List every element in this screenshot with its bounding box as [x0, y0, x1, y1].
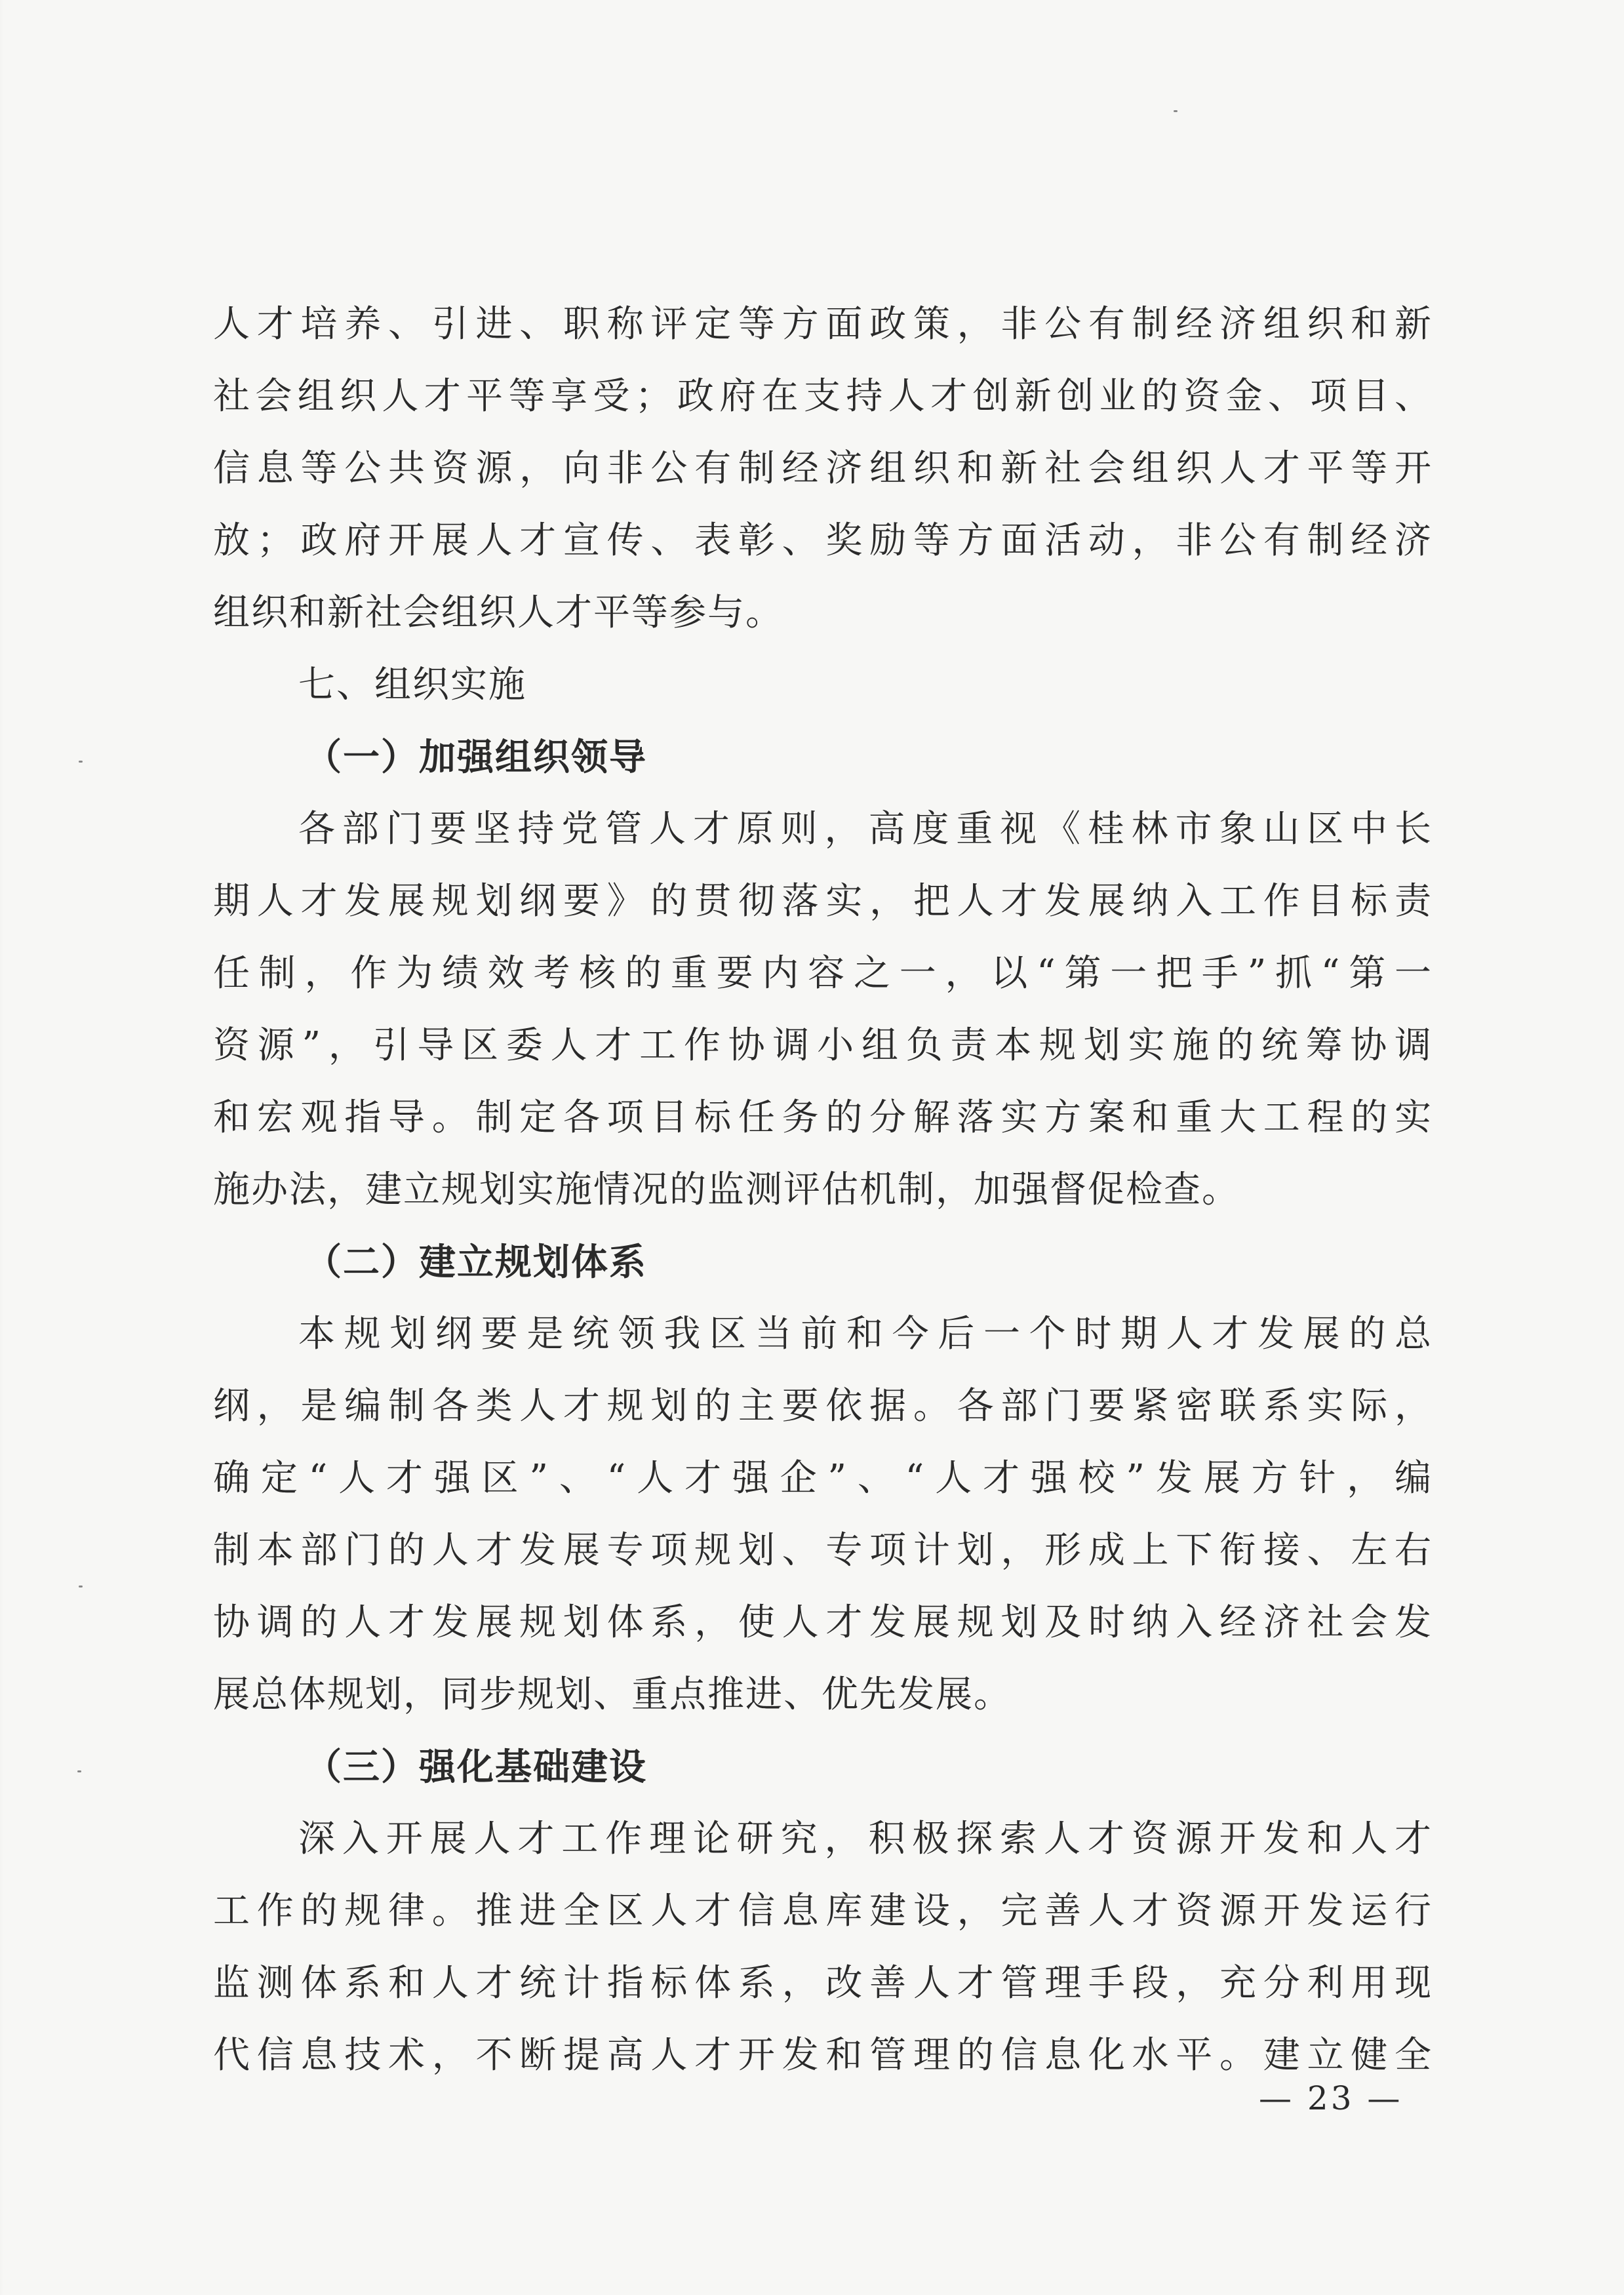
subsection-heading-leadership: （一）加强组织领导 — [305, 736, 647, 779]
text-line: 代信息技术，不断提高人才开发和管理的信息化水平。建立健全 — [213, 2034, 1433, 2077]
page-number: — 23 — — [1259, 2079, 1403, 2117]
scan-speck — [79, 761, 83, 763]
paragraph-planning-system — [213, 1298, 1433, 1731]
paragraph-policy-equality — [213, 289, 1433, 649]
text-line: 任制，作为绩效考核的重要内容之一，以“第一把手”抓“第一 — [213, 952, 1433, 995]
text-line: 组织和新社会组织人才平等参与。 — [213, 591, 783, 634]
document-body — [213, 289, 1433, 2092]
text-line: 各部门要坚持党管人才原则，高度重视《桂林市象山区中长 — [298, 808, 1433, 850]
text-line: 社会组织人才平等享受；政府在支持人才创新创业的资金、项目、 — [213, 375, 1433, 418]
paragraph-infrastructure — [213, 1803, 1433, 2092]
text-line: 和宏观指导。制定各项目标任务的分解落实方案和重大工程的实 — [213, 1096, 1433, 1139]
text-line: 放；政府开展人才宣传、表彰、奖励等方面活动，非公有制经济 — [213, 519, 1433, 562]
text-line: 资源”，引导区委人才工作协调小组负责本规划实施的统筹协调 — [213, 1024, 1433, 1067]
scan-speck — [77, 1770, 81, 1772]
text-line: 期人才发展规划纲要》的贯彻落实，把人才发展纳入工作目标责 — [213, 880, 1433, 923]
subsection-heading-planning-system: （二）建立规划体系 — [305, 1241, 647, 1284]
text-line: 确定“人才强区”、“人才强企”、“人才强校”发展方针，编 — [213, 1457, 1433, 1500]
section-heading-organization: 七、组织实施 — [298, 664, 526, 706]
paragraph-leadership — [213, 793, 1433, 1226]
text-line: 制本部门的人才发展专项规划、专项计划，形成上下衔接、左右 — [213, 1529, 1433, 1572]
text-line: 人才培养、引进、职称评定等方面政策，非公有制经济组织和新 — [213, 303, 1433, 346]
text-line: 施办法，建立规划实施情况的监测评估机制，加强督促检查。 — [213, 1168, 1240, 1211]
text-line: 深入开展人才工作理论研究，积极探索人才资源开发和人才 — [298, 1818, 1433, 1860]
subsection-heading-infrastructure: （三）强化基础建设 — [305, 1746, 647, 1789]
text-line: 监测体系和人才统计指标体系，改善人才管理手段，充分利用现 — [213, 1962, 1433, 2005]
text-line: 本规划纲要是统领我区当前和今后一个时期人才发展的总 — [298, 1313, 1433, 1355]
text-line: 展总体规划，同步规划、重点推进、优先发展。 — [213, 1673, 1012, 1716]
text-line: 协调的人才发展规划体系，使人才发展规划及时纳入经济社会发 — [213, 1601, 1433, 1644]
scan-speck — [1174, 110, 1178, 112]
text-line: 工作的规律。推进全区人才信息库建设，完善人才资源开发运行 — [213, 1890, 1433, 1932]
scan-speck — [79, 1586, 83, 1587]
text-line: 信息等公共资源，向非公有制经济组织和新社会组织人才平等开 — [213, 447, 1433, 490]
text-line: 纲，是编制各类人才规划的主要依据。各部门要紧密联系实际， — [213, 1385, 1433, 1427]
